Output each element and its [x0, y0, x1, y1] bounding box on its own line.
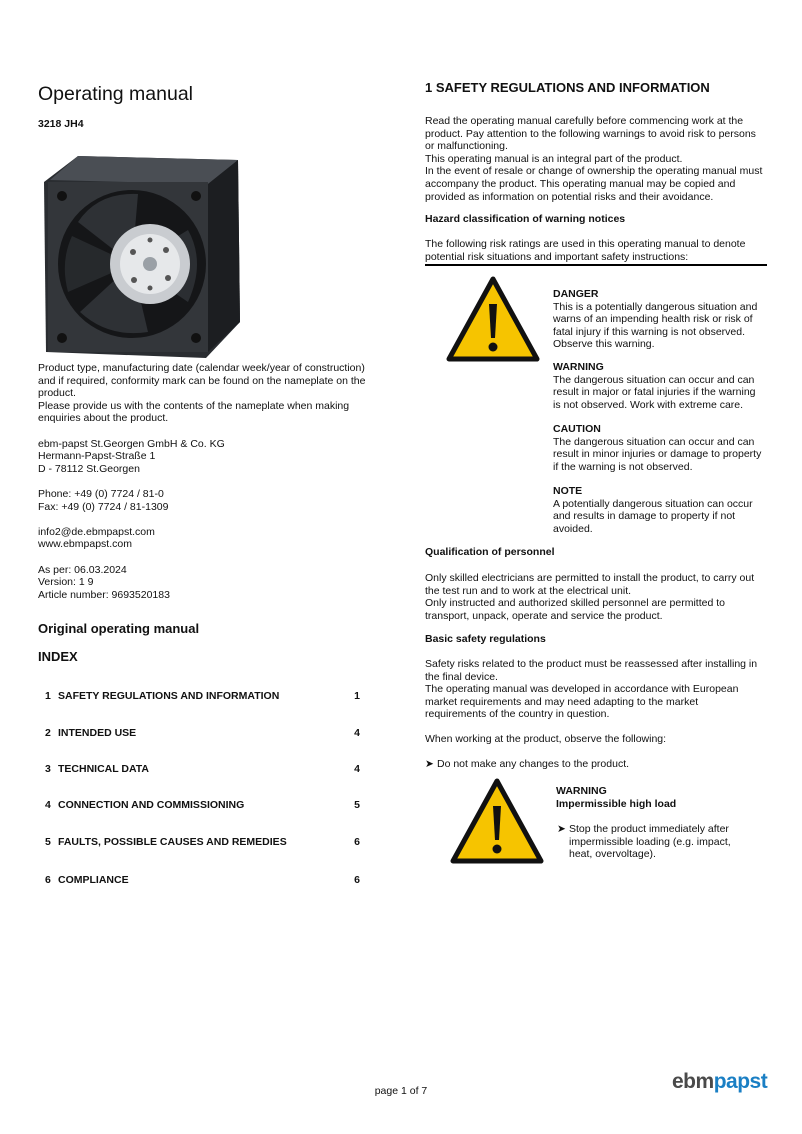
- index-entry[interactable]: 3 TECHNICAL DATA 4: [45, 763, 360, 775]
- basic-safety-text: Safety risks related to the product must be reassessed after installing in the final device. The operating manual was developed in accordance with European market requirements and may need adapting to the market requirements of the country in question.: [425, 658, 758, 721]
- original-manual-heading: Original operating manual: [38, 621, 200, 636]
- warning-triangle-icon: [446, 276, 540, 362]
- basic-safety-heading: Basic safety regulations: [425, 633, 546, 645]
- nameplate-request: Please provide us with the contents of the nameplate when making enquiries about the product.: [38, 399, 350, 425]
- level-note: NOTE A potentially dangerous situation can occur and results in damage to property if not avoided.: [553, 485, 753, 535]
- divider: [425, 264, 767, 266]
- email-link[interactable]: info2@de.ebmpapst.com: [38, 525, 155, 538]
- qualification-text: Only skilled electricians are permitted to install the product, to carry out the test run and to work at the electrical unit. Only instructed and authorized skilled personnel are permitted to transport, unpack, operate and service the product.: [425, 572, 755, 622]
- warning-label: WARNING: [556, 785, 607, 797]
- fax: Fax: +49 (0) 7724 / 81-1309: [38, 500, 169, 513]
- version: Version: 1 9: [38, 576, 94, 589]
- index-entry[interactable]: 4 CONNECTION AND COMMISSIONING 5: [45, 799, 360, 811]
- level-warning: WARNING The dangerous situation can occur and can result in major or fatal injuries if the warning is not observed. Work with extreme care.: [553, 361, 756, 411]
- model-number: 3218 JH4: [38, 118, 84, 130]
- company-address: ebm-papst St.Georgen GmbH & Co. KG Hermann-Papst-Straße 1 D - 78112 St.Georgen: [38, 437, 225, 475]
- as-per-date: As per: 06.03.2024: [38, 563, 127, 576]
- arrow-bullet-icon: ➤: [425, 758, 434, 770]
- document-meta: [38, 564, 383, 602]
- contact-phone-fax: [38, 488, 383, 513]
- warning-bullet-item: ➤ Stop the product immediately after impermissible loading (e.g. impact, heat, overvoltage).: [557, 823, 731, 861]
- ebmpapst-logo: ebmpapst: [672, 1070, 768, 1093]
- arrow-bullet-icon: ➤: [557, 823, 566, 835]
- level-danger: DANGER This is a potentially dangerous situation and warns of an impending health risk or risk of fatal injury if this warning is not observed. Observe this warning.: [553, 288, 758, 351]
- fan-product-image: [38, 152, 242, 362]
- page-number: page 1 of 7: [374, 1085, 428, 1097]
- safety-intro: Read the operating manual carefully before commencing work at the product. Pay attention to the following warnings to avoid risk to persons or malfunctioning. This operating manual is an integral part of the product. In the event of resale or change of ownership the operating manual must accompany the product. This operating manual may be copied and provided as information on potential risks and their avoidance.: [425, 115, 763, 203]
- phone: Phone: +49 (0) 7724 / 81-0: [38, 487, 164, 500]
- level-caution: CAUTION The dangerous situation can occur and can result in minor injuries or damage to property if the warning is not observed.: [553, 423, 762, 473]
- hazard-text: The following risk ratings are used in this operating manual to denote potential risk situations and important safety instructions:: [425, 238, 746, 263]
- index-heading: INDEX: [38, 649, 78, 664]
- section-heading: 1 SAFETY REGULATIONS AND INFORMATION: [425, 80, 710, 95]
- observe-text: When working at the product, observe the following:: [425, 733, 667, 745]
- left-info: [38, 362, 383, 614]
- article-number: Article number: 9693520183: [38, 588, 170, 601]
- hazard-heading: Hazard classification of warning notices: [425, 213, 626, 225]
- index-entry[interactable]: 1 SAFETY REGULATIONS AND INFORMATION 1: [45, 690, 360, 702]
- nameplate-text: Product type, manufacturing date (calendar week/year of construction) and if required, conformity mark can be found on the nameplate on the product.: [38, 362, 366, 400]
- page-title: Operating manual: [38, 83, 194, 105]
- index-entry[interactable]: 6 COMPLIANCE 6: [45, 874, 360, 886]
- index-entry[interactable]: 5 FAULTS, POSSIBLE CAUSES AND REMEDIES 6: [45, 836, 360, 848]
- contact-online: [38, 526, 383, 551]
- qualification-heading: Qualification of personnel: [425, 546, 555, 558]
- warning-title: Impermissible high load: [556, 797, 677, 810]
- warning-box-heading: [556, 785, 766, 810]
- warning-triangle-icon: [450, 778, 544, 864]
- index-entry[interactable]: 2 INTENDED USE 4: [45, 727, 360, 739]
- website-link[interactable]: www.ebmpapst.com: [38, 538, 132, 551]
- bullet-item: ➤ Do not make any changes to the product.: [425, 758, 630, 770]
